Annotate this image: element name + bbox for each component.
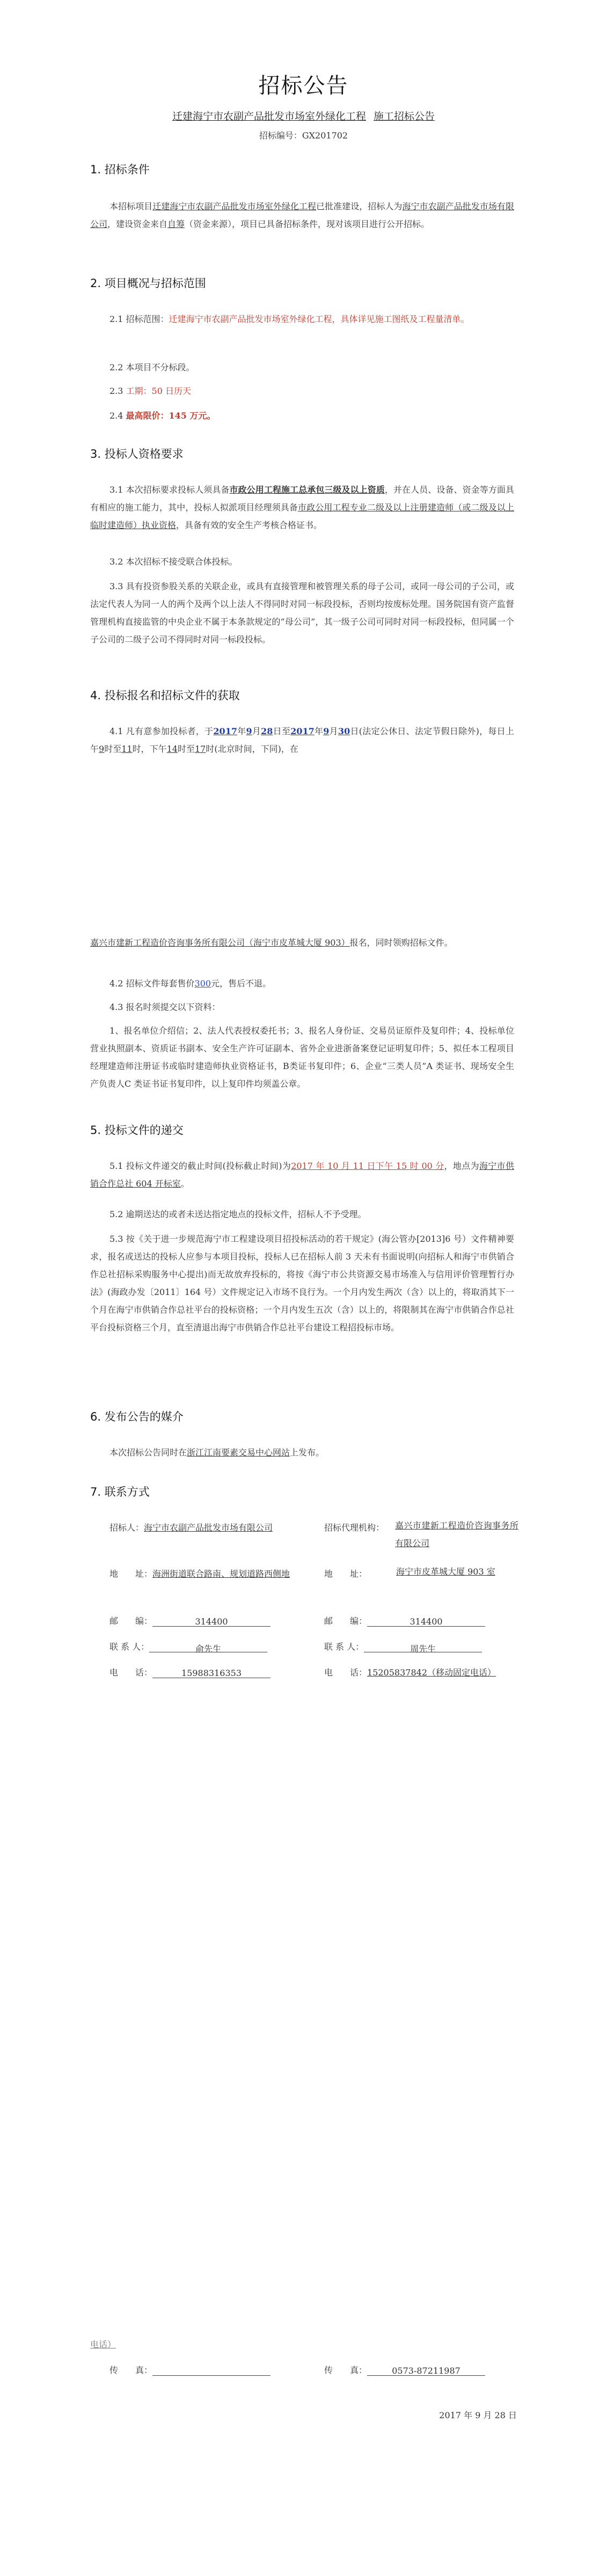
s3-qualification: 市政公用工程施工总承包三级及以上资质 (229, 485, 385, 495)
s3-p1a: 3.1 本次招标要求投标人须具备 (109, 485, 230, 495)
contact-label-2: 联 系 人： (324, 1642, 364, 1652)
agent-value: 嘉兴市建新工程造价咨询事务所有限公司 (395, 1520, 518, 1548)
tel-continuation: 电话） (90, 2339, 116, 2350)
address-value-2: 海宁市皮革城大厦 903 室 (396, 1567, 495, 1577)
s4-agent-address: 嘉兴市建新工程造价咨询事务所有限公司（海宁市皮革城大厦 903） (90, 938, 350, 948)
section-2-lots: 2.2 本项目不分标段。 (109, 362, 195, 372)
s4-am-start: 9 (99, 744, 105, 754)
section-3-p1 (90, 481, 514, 534)
section-4-p2 (90, 975, 514, 992)
section-2-scope (90, 310, 514, 328)
subtitle-project: 迁建海宁市农副产品批发市场室外绿化工程 (172, 111, 366, 122)
s4-time-word-2: 时 (206, 744, 215, 754)
s4-end-month: 9 (323, 726, 330, 736)
s6-p1a: 本次招标公告同时在 (109, 1447, 187, 1458)
s4-year-word-2: 年 (314, 726, 324, 736)
agent-label-row (324, 1521, 384, 1533)
section-4-p3: 4.3 报名时须提交以下资料： (109, 1002, 221, 1012)
s4-p1f: 报名，同时领购招标文件。 (349, 938, 453, 948)
s5-p1a: 5.1 投标文件递交的截止时间(投标截止时间)为 (109, 1161, 291, 1171)
s2-duration-label: 2.3 (109, 386, 126, 396)
s4-start-month: 9 (246, 726, 252, 736)
s1-text-3: 已批准建设，招标人为 (316, 201, 403, 211)
tenderer-value: 海宁市农副产品批发市场有限公司 (144, 1523, 273, 1533)
s4-pm-end: 17 (194, 744, 206, 754)
s3-pm-qualification: 市政公用工程专业二级及以上注册建造师（或二级及以上临时建造师）执业资格 (90, 502, 514, 530)
section-5-p3: 5.3 按《关于进一步规范海宁市工程建设项目招投标活动的若干规定》(海公管办[2013]6 号）文件精神要求，报名或送达的投标人应参与本项目投标，投标人已在招标人前 3 天未有书面说明(向招标人和海宁市供销合作总社招标采购服务中心提出)而无故放弃投标的，将按《海宁市公共资源交易市场准入与信用评价管理暂行办法》(海政办发〔2011〕164 号）文件规定记入市场不良行为。一个月内发生两次（含）以上的，将取消其下一个月在海宁市供销合作总社平台的投标资格；一个月内发生五次（含）以上的，将限制其在海宁市供销合作总社平台投标资格三个月，直至清退出海宁市供销合作总社平台建设工程招投标市场。 (90, 1234, 514, 1333)
page-title: 招标公告 (258, 74, 349, 98)
s4-end-year: 2017 (290, 726, 315, 736)
s4-p1c: 日(法定公休日、法定节假日除外)，每日上午 (90, 726, 514, 754)
section-4-p1 (90, 722, 514, 758)
section-4-p1-cont (90, 934, 514, 952)
fax-label-2: 传 真： (324, 2365, 368, 2375)
zip-label-2: 邮 编： (324, 1616, 368, 1626)
s4-time-word-1: 时 (132, 744, 141, 754)
s3-p1c: ，并在人员、设备、资金等方面具有相应的施工能力，其中，投标人拟派项目经理须具备 (90, 485, 514, 513)
s5-p1c: ，地点为 (444, 1161, 479, 1171)
s6-p1c: 上发布。 (290, 1447, 325, 1458)
fax-row-2 (324, 2363, 485, 2376)
s4-p1d: (北京时间，下同)，在 (214, 744, 298, 754)
section-6-heading: 6. 发布公告的媒介 (90, 1410, 184, 1423)
zip-row-2 (324, 1614, 485, 1627)
contact-label-1: 联 系 人： (109, 1642, 150, 1652)
s3-p1e: ，具备有效的安全生产考核合格证书。 (176, 520, 323, 530)
agent-label: 招标代理机构： (324, 1523, 385, 1533)
zip-value-1: 314400 (152, 1616, 270, 1627)
zip-value-2: 314400 (367, 1616, 485, 1627)
tel-row-1 (109, 1666, 270, 1678)
fax-value-2: 0573-87211987 (367, 2366, 485, 2376)
section-5-p2: 5.2 逾期送达的或者未送达指定地点的投标文件，招标人不予受理。 (109, 1209, 367, 1219)
tel-label-2: 电 话： (324, 1667, 368, 1678)
s2-price-label: 2.4 (109, 411, 126, 421)
s4-pm-word: ，下午 (141, 744, 167, 754)
section-2-price (90, 407, 514, 425)
section-3-heading: 3. 投标人资格要求 (90, 448, 184, 460)
s1-fund-source: 自筹 (167, 219, 185, 229)
zip-row-1 (109, 1614, 270, 1627)
s2-scope-text: 迁建海宁市农副产品批发市场室外绿化工程，具体详见施工图纸及工程量清单。 (169, 314, 470, 324)
section-6-p1 (90, 1444, 514, 1461)
section-4-p4: 1、报名单位介绍信；2、法人代表授权委托书；3、报名人身份证、交易员证原件及复印件；4、投标单位营业执照副本、资质证书副本、安全生产许可证副本、省外企业进浙备案登记证明复印件；5、拟任本工程项目经理建造师注册证书或临时建造师执业资格证书，B类证书复印件；6、企业“三类人员”A 类证书、现场安全生产负责人C 类证书证书复印件，以上复印件均须盖公章。 (90, 1026, 514, 1089)
subtitle (0, 108, 607, 123)
s1-project-name: 迁建海宁市农副产品批发市场室外绿化工程 (152, 201, 317, 211)
announcement-date: 2017 年 9 月 28 日 (439, 2410, 517, 2420)
tel-value-2: 15205837842（移动固定电话） (367, 1667, 496, 1678)
s4-to-word-2: 时至 (177, 744, 195, 754)
tel-label-1: 电 话： (109, 1667, 153, 1678)
zip-label-1: 邮 编： (109, 1616, 153, 1626)
s1-tenderer: 海宁市农副产品批发市场有限公司 (90, 201, 514, 229)
s4-am-end: 11 (121, 744, 133, 754)
section-2-heading: 2. 项目概况与招标范围 (90, 277, 206, 290)
address-label-1: 地 址： (109, 1569, 153, 1579)
s2-price-text: 最高限价：145 万元。 (126, 411, 216, 421)
tel-row-2 (324, 1666, 496, 1678)
s5-deadline: 2017 年 10 月 11 日下午 15 时 00 分 (291, 1161, 444, 1171)
s4-p2c: 元，售后不退。 (211, 978, 272, 989)
address-value-1: 海洲街道联合路南、规划道路西侧地 (152, 1569, 290, 1579)
section-1-heading: 1. 招标条件 (90, 163, 150, 176)
s1-text-7: （资金来源），项目已具备招标条件，现对该项目进行公开招标。 (185, 219, 430, 229)
s2-duration-text: 工期：50 日历天 (126, 386, 191, 396)
s4-start-day: 28 (261, 726, 273, 736)
s4-p1b: 日至 (273, 726, 291, 736)
subtitle-suffix: 施工招标公告 (374, 111, 435, 122)
section-3-p3: 3.3 具有投资参股关系的关联企业，或具有直接管理和被管理关系的母子公司，或同一母公司的子公司，或法定代表人为同一人的两个及两个以上法人不得同时对同一标段投标，否则均按废标处理。国务院国有资产监督管理机构直接监管的中央企业不属于本条款规定的“母公司”，其一级子公司可同时对同一标段投标，但同属一个子公司的二级子公司不得同时对同一标段投标。 (90, 581, 514, 645)
section-1-body (90, 197, 514, 233)
section-5-p1 (90, 1157, 514, 1192)
tenderer-row (109, 1521, 273, 1533)
section-4-heading: 4. 投标报名和招标文件的获取 (90, 689, 240, 702)
s4-to-word-1: 时至 (104, 744, 122, 754)
s4-end-day: 30 (338, 726, 350, 736)
contact-value-2: 周先生 (364, 1642, 482, 1652)
s4-p2a: 4.2 招标文件每套售价 (109, 978, 195, 989)
s5-p1e: 。 (180, 1179, 189, 1189)
contact-row-2 (324, 1640, 482, 1652)
section-7-heading: 7. 联系方式 (90, 1485, 150, 1498)
contact-value-1: 俞先生 (149, 1642, 267, 1652)
tender-code: 招标编号：GX201702 (259, 130, 348, 141)
address-label-2: 地 址： (324, 1569, 368, 1579)
fax-value-1 (152, 2366, 270, 2376)
s4-price: 300 (194, 978, 211, 989)
s4-pm-start: 14 (166, 744, 178, 754)
s2-scope-label: 2.1 招标范围： (109, 314, 169, 324)
tel-value-1: 15988316353 (152, 1668, 270, 1678)
s4-p1a: 4.1 凡有意参加投标者，于 (109, 726, 214, 736)
s4-month-word-2: 月 (329, 726, 338, 736)
tenderer-label: 招标人： (109, 1523, 144, 1533)
section-5-heading: 5. 投标文件的递交 (90, 1124, 184, 1137)
s6-website: 浙江江南要素交易中心网站 (187, 1447, 290, 1458)
section-3-p2: 3.2 本次招标不接受联合体投标。 (109, 557, 238, 567)
fax-row-1 (109, 2363, 270, 2376)
fax-label-1: 传 真： (109, 2365, 153, 2375)
s4-month-word-1: 月 (252, 726, 261, 736)
s1-text-1: 本招标项目 (109, 201, 153, 211)
contact-row-1 (109, 1640, 267, 1652)
section-2-duration (90, 382, 514, 400)
s4-start-year: 2017 (213, 726, 237, 736)
s1-text-5: ，建设资金来自 (107, 219, 168, 229)
s5-location: 海宁市供销合作总社 604 开标室 (90, 1161, 514, 1189)
s4-year-word-1: 年 (237, 726, 246, 736)
